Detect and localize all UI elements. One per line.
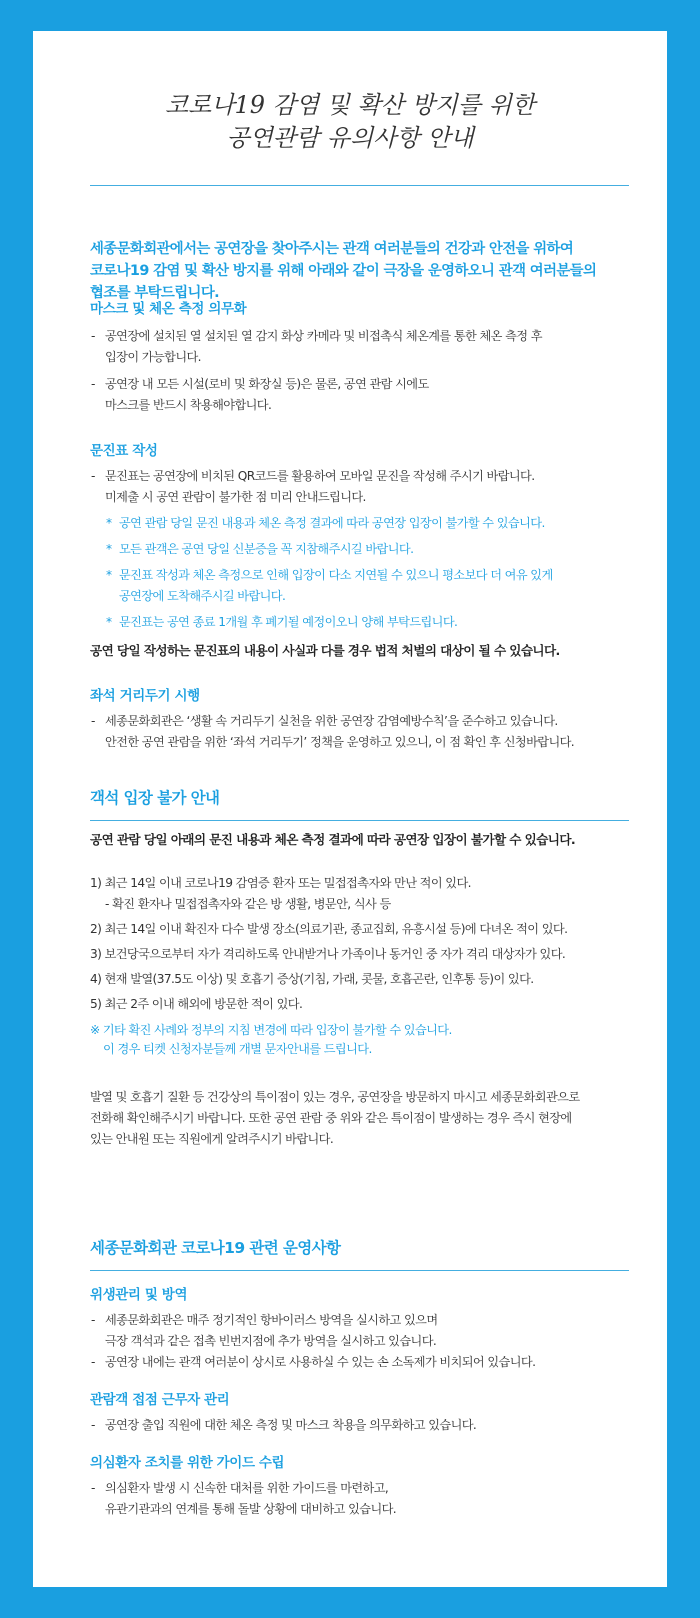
entry-item-5: 5) 최근 2주 이내 해외에 방문한 적이 있다. [90,997,303,1011]
mask-heading: 마스크 및 체온 측정 의무화 [90,301,247,317]
title-line-2: 공연관람 유의사항 안내 [226,124,474,152]
mask-section [90,300,629,416]
notice-card [33,31,667,1587]
hygiene-bullet-2: - 공연장 내에는 관객 여러분이 상시로 사용하실 수 있는 손 소독제가 비치되어 있습니다. [90,1352,629,1373]
intro-paragraph [90,238,629,304]
entry-section [90,788,629,808]
entry-item-2: 2) 최근 14일 이내 확진자 다수 발생 장소(의료기관, 종교집회, 유흥시설 등)에 다녀온 적이 있다. [90,922,568,936]
entry-lead: 공연 관람 당일 아래의 문진 내용과 체온 측정 결과에 따라 공연장 입장이 불가할 수 있습니다. [90,832,576,847]
distance-heading: 좌석 거리두기 시행 [90,688,200,704]
questionnaire-section [90,442,629,661]
questionnaire-note-3: * 문진표 작성과 체온 측정으로 인해 입장이 다소 지연될 수 있으니 평소보다 더 여유 있게 공연장에 도착해주시길 바랍니다. [90,565,629,607]
hygiene-bullet-1: - 세종문화회관은 매주 정기적인 항바이러스 방역을 실시하고 있으며 극장 객석과 같은 접촉 빈번지점에 추가 방역을 실시하고 있습니다. [90,1310,629,1352]
questionnaire-note-4: * 문진표는 공연 종료 1개월 후 폐기될 예정이오니 양해 부탁드립니다. [90,612,629,633]
questionnaire-warning: 공연 당일 작성하는 문진표의 내용이 사실과 다를 경우 법적 처벌의 대상이 될 수 있습니다. [90,643,560,658]
distance-section [90,687,629,753]
questionnaire-heading: 문진표 작성 [90,443,158,459]
entry-item-4: 4) 현재 발열(37.5도 이상) 및 호흡기 증상(기침, 가래, 콧물, 호흡곤란, 인후통 등)이 있다. [90,972,534,986]
intro-line: 코로나19 감염 및 확산 방지를 위해 아래와 같이 극장을 운영하오니 관객 여러분들의 [90,263,597,279]
distance-bullet: - 세종문화회관은 ‘생활 속 거리두기 실천을 위한 공연장 감염예방수칙’을 준수하고 있습니다. 안전한 공연 관람을 위한 ‘좌석 거리두기’ 정책을 운영하고 있으니, 이 점 확인 후 신청바랍니다. [90,711,629,753]
mask-bullet-2: - 공연장 내 모든 시설(로비 및 화장실 등)은 물론, 공연 관람 시에도 마스크를 반드시 착용해야합니다. [90,374,629,416]
ops-body [90,1286,629,1520]
staff-bullet: - 공연장 출입 직원에 대한 체온 측정 및 마스크 착용을 의무화하고 있습니다. [90,1415,629,1436]
mask-bullet-1: - 공연장에 설치된 열 설치된 열 감지 화상 카메라 및 비접촉식 체온계를 통한 체온 측정 후 입장이 가능합니다. [90,326,629,368]
entry-item-1-sub: - 확진 환자나 밀접접촉자와 같은 방 생활, 병문안, 식사 등 [105,897,391,911]
hygiene-heading: 위생관리 및 방역 [90,1287,188,1303]
entry-item-1: 1) 최근 14일 이내 코로나19 감염증 환자 또는 밀접접촉자와 만난 적이 있다. [90,876,471,890]
entry-paragraph: 발열 및 호흡기 질환 등 건강상의 특이점이 있는 경우, 공연장을 방문하지 마시고 세종문화회관으로 전화해 확인해주시기 바랍니다. 또한 공연 관람 중 위와 같은 특이점이 발생하는 경우 즉시 현장에 있는 안내원 또는 직원에게 알려주시기 바랍니다. [90,1090,580,1146]
questionnaire-bullet: - 문진표는 공연장에 비치된 QR코드를 활용하여 모바일 문진을 작성해 주시기 바랍니다. 미제출 시 공연 관람이 불가한 점 미리 안내드립니다. [90,466,629,508]
title-line-1: 코로나19 감염 및 확산 방지를 위한 [164,91,536,119]
entry-item-3: 3) 보건당국으로부터 자가 격리하도록 안내받거나 가족이나 동거인 중 자가 격리 대상자가 있다. [90,947,566,961]
intro-line: 협조를 부탁드립니다. [90,285,219,301]
intro-line: 세종문화회관에서는 공연장을 찾아주시는 관객 여러분들의 건강과 안전을 위하여 [90,241,574,257]
questionnaire-note-1: * 공연 관람 당일 문진 내용과 체온 측정 결과에 따라 공연장 입장이 불가할 수 있습니다. [90,513,629,534]
title-divider [90,185,629,186]
ops-heading: 세종문화회관 코로나19 관련 운영사항 [90,1239,341,1257]
entry-heading: 객석 입장 불가 안내 [90,789,220,807]
questionnaire-note-2: * 모든 관객은 공연 당일 신분증을 꼭 지참해주시길 바랍니다. [90,539,629,560]
guide-bullet: - 의심환자 발생 시 신속한 대처를 위한 가이드를 마련하고, 유관기관과의 연계를 통해 돌발 상황에 대비하고 있습니다. [90,1478,629,1520]
staff-heading: 관람객 접점 근무자 관리 [90,1392,230,1408]
entry-note: ※ 기타 확진 사례와 정부의 지침 변경에 따라 입장이 불가할 수 있습니다. 이 경우 티켓 신청자분들께 개별 문자안내를 드립니다. [90,1023,452,1056]
page-title [33,89,667,155]
entry-divider [90,820,629,821]
ops-section [90,1238,629,1258]
entry-body [90,830,629,1150]
ops-divider [90,1270,629,1271]
guide-heading: 의심환자 조치를 위한 가이드 수립 [90,1455,285,1471]
